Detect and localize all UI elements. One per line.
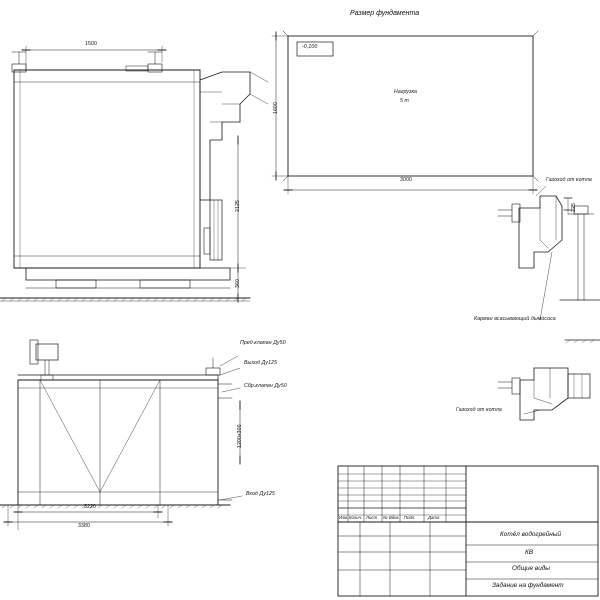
title-block-col-0: Изм. <box>339 515 349 520</box>
foundation-width-dim: 3000 <box>400 177 412 183</box>
side-view-inner-dim: 3220 <box>84 504 96 510</box>
elevation-mark-label: -0,100 <box>302 44 318 50</box>
title-line-3: Общие виды <box>512 565 551 572</box>
title-block-col-1: Колич. <box>349 515 363 520</box>
foundation-plan-title: Размер фундамента <box>350 10 420 17</box>
side-view-outer-dim: 3380 <box>78 523 90 529</box>
front-view-height-dim: 2125 <box>235 200 241 212</box>
callout-smoke-exhaust-pocket: Карман всасывающий дымососа <box>474 316 556 322</box>
title-block-col-3: № Вдок. <box>383 515 400 520</box>
title-block-col-2: Лист <box>366 515 378 520</box>
title-block-col-4: Подп. <box>404 515 416 520</box>
front-view-base-dim: 360 <box>235 279 241 288</box>
callout-outlet: Выход Ду125 <box>244 360 278 366</box>
foundation-load-value: 5 т <box>400 98 409 104</box>
front-view-top-dim: 1500 <box>85 41 97 47</box>
title-line-2: КВ <box>525 549 534 556</box>
foundation-height-dim: 1600 <box>273 102 279 114</box>
callout-inlet: Вход Ду125 <box>246 491 275 497</box>
callout-flue-lower: Газоход от котла <box>456 407 502 413</box>
foundation-load-label: Нагрузка <box>394 89 418 95</box>
title-line-4: Задание на фундамент <box>492 582 564 589</box>
callout-flue-upper: Газоход от котла <box>546 177 592 183</box>
title-block-col-5: Дата <box>428 515 440 520</box>
callout-drain-valve: Сбр.клапан Ду50 <box>244 383 287 389</box>
side-view-right-dim: 1200x300 <box>237 424 243 448</box>
callout-safety-valve: Пред.клапан Ду50 <box>240 340 286 346</box>
title-line-1: Котёл водогрейный <box>500 531 562 538</box>
callout-flue-dim: 225 <box>571 203 577 212</box>
